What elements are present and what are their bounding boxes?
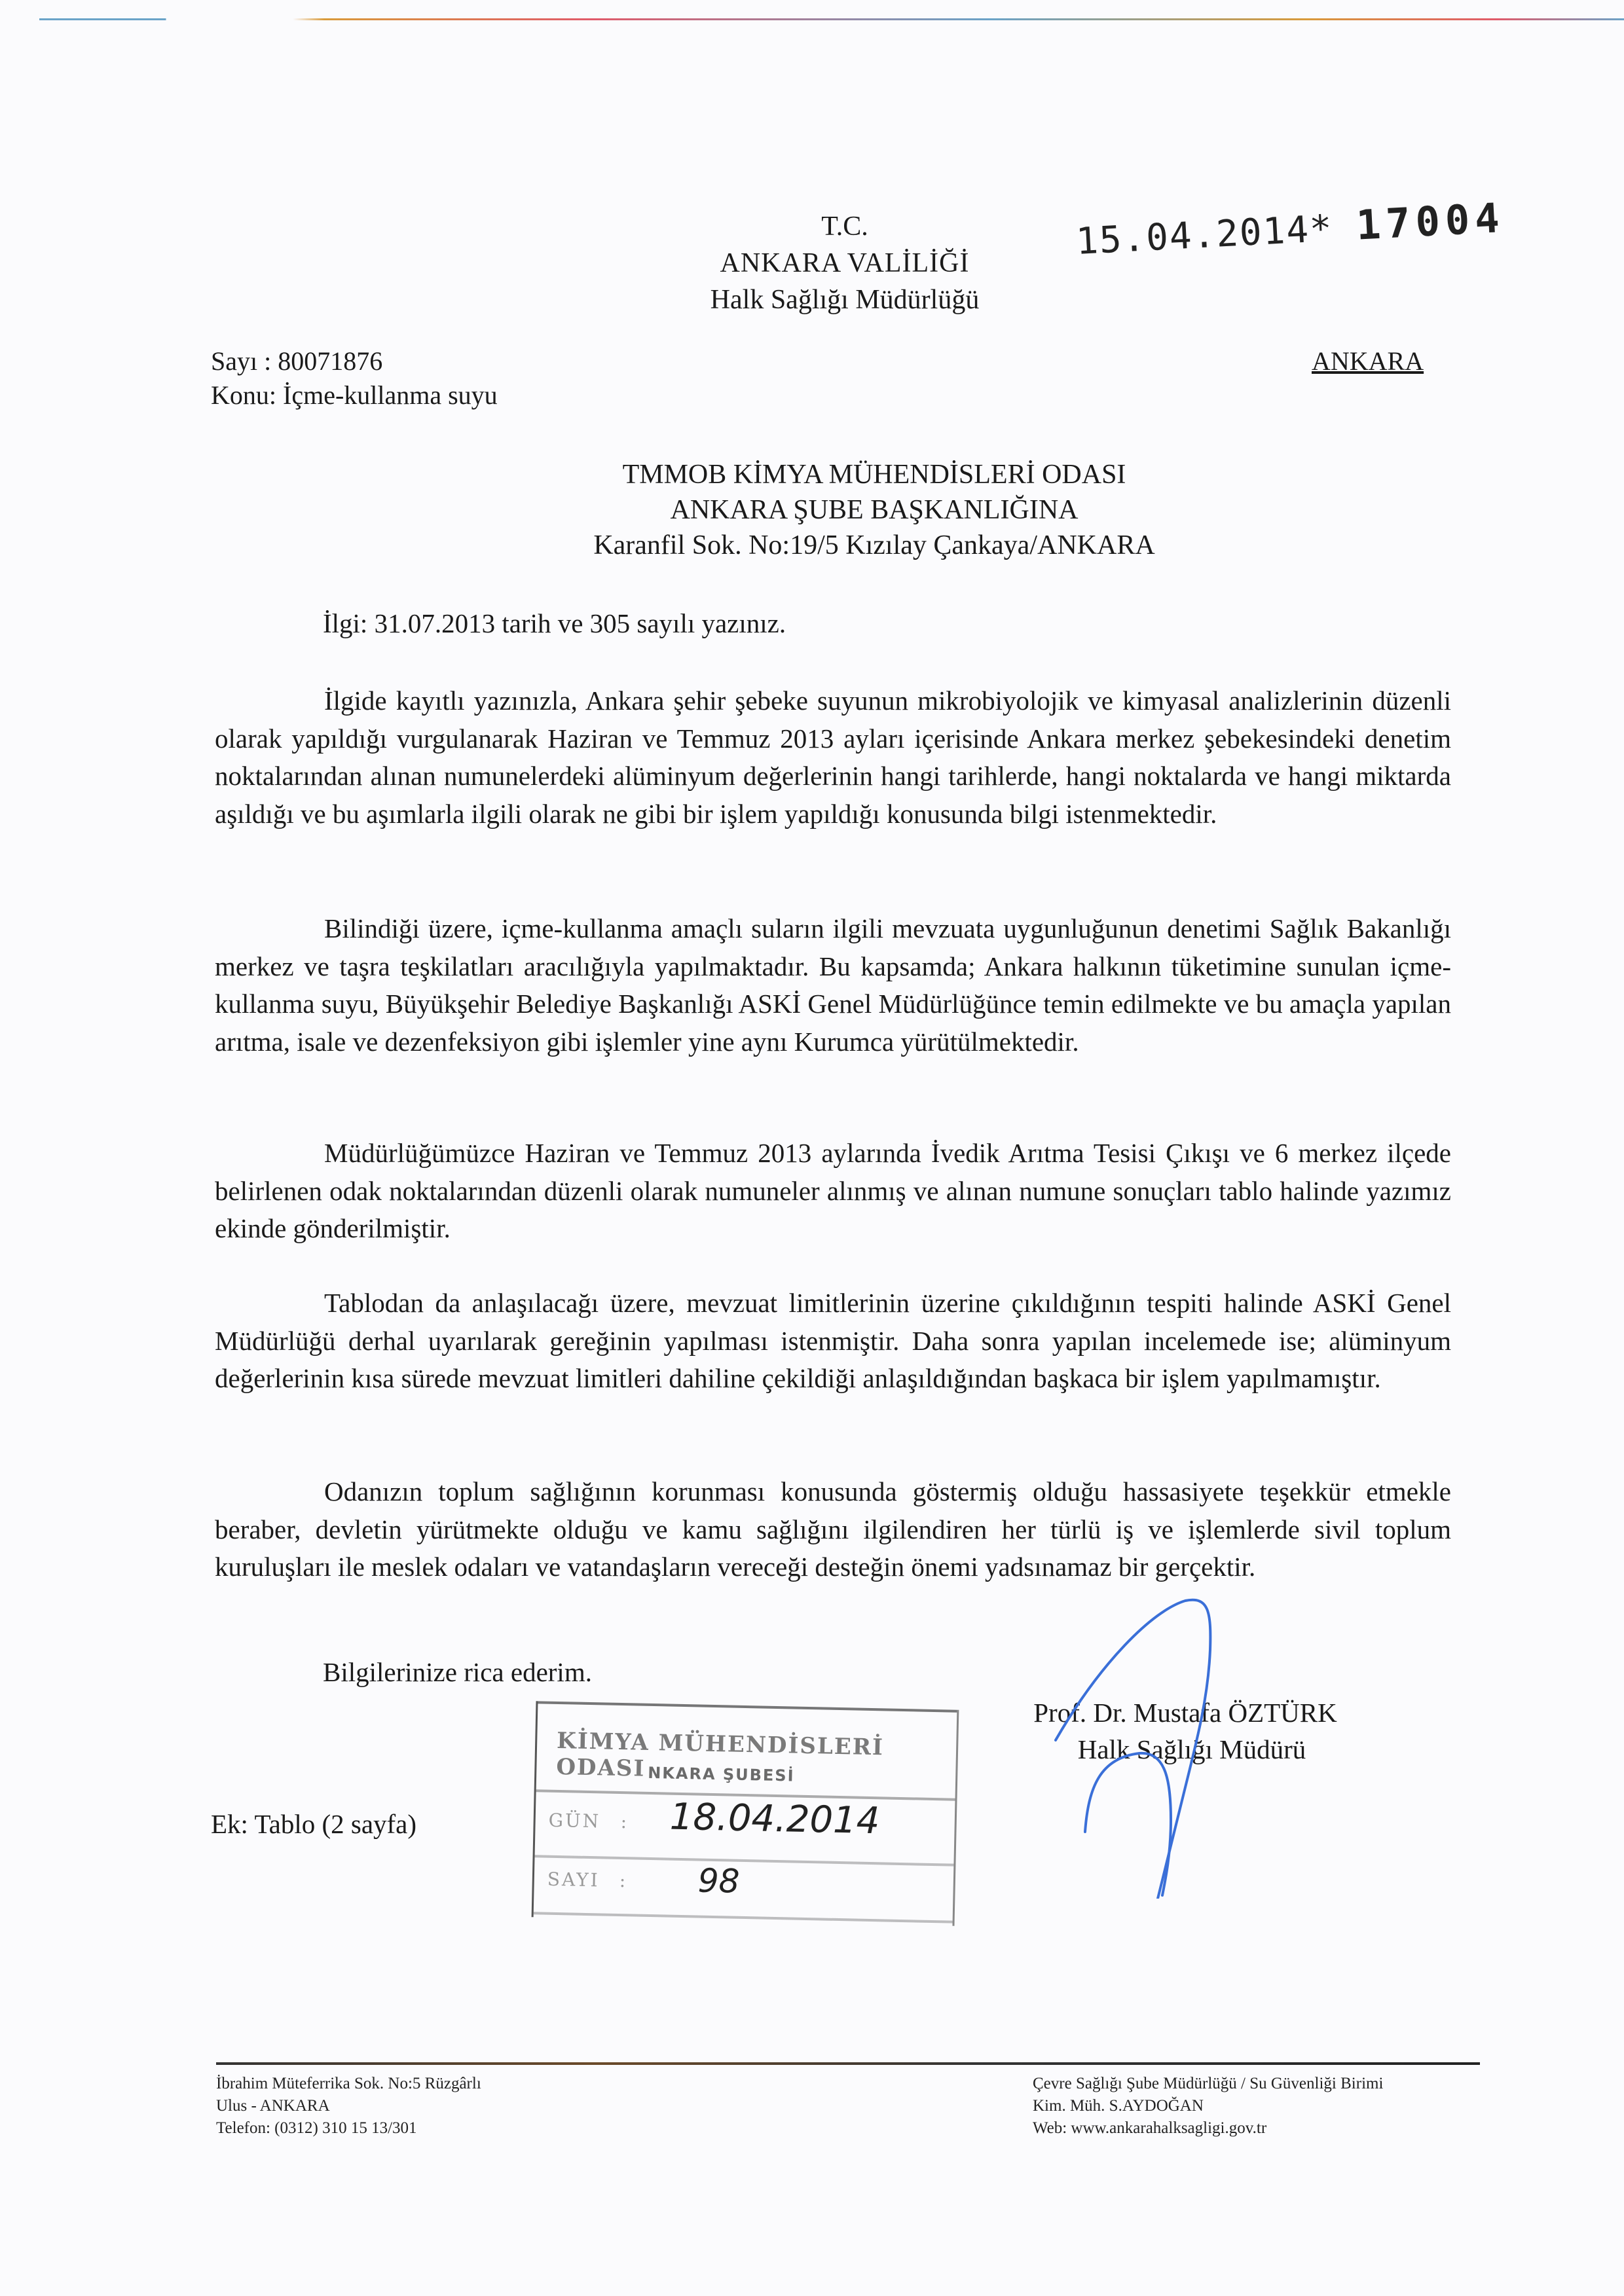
receipt-stamp-rule (534, 1912, 953, 1923)
addressee-org: TMMOB KİMYA MÜHENDİSLERİ ODASI (622, 460, 1126, 490)
konu-value: İçme-kullanma suyu (283, 380, 498, 410)
attachment-line: Ek: Tablo (2 sayfa) (211, 1809, 417, 1839)
scan-top-edge (39, 18, 1624, 20)
addressee-block (471, 457, 1277, 563)
footer-contact: Kim. Müh. S.AYDOĞAN (1033, 2097, 1204, 2115)
sayi-label: Sayı (211, 346, 258, 376)
footer-phone: Telefon: (0312) 310 15 13/301 (216, 2119, 417, 2137)
receipt-stamp-sayi-value: 98 (697, 1861, 741, 1901)
receipt-stamp-sayi-label: SAYI (547, 1868, 600, 1891)
city-label: ANKARA (1312, 346, 1424, 376)
incoming-stamp-star: * (1308, 207, 1335, 251)
body-paragraph-2: Bilindiği üzere, içme-kullanma amaçlı suların ilgili mevzuata uygunluğunun denetimi Sağlık Bakanlığı merkez ve taşra teşkilatları aracılığıyla yapılmaktadır. Bu kapsamda; Ankara halkının tüketimine sunulan içme-kullanma suyu, Büyükşehir Belediye Başkanlığı ASKİ Genel Müdürlüğünce temin edilmekte ve bu amaçla yapılan arıtma, isale ve dezenfeksiyon gibi işlemler yine aynı Kurumca yürütülmektedir. (215, 913, 1451, 1057)
signatory-title: Halk Sağlığı Müdürü (1077, 1734, 1306, 1764)
body-paragraph-1: İlgide kayıtlı yazınızla, Ankara şehir şebeke suyunun mikrobiyolojik ve kimyasal analizlerinin düzenli olarak yapıldığı vurgulanarak Haziran ve Temmuz 2013 ayları içerisinde Ankara merkez şebekesindeki denetim noktalarından alınan numunelerdeki alüminyum değerlerinin hangi tarihlerde, hangi noktalarda ve hangi miktarda aşıldığı ve bu aşımlarla ilgili olarak ne gibi bir işlem yapıldığı konusunda bilgi istenmektedir. (215, 685, 1451, 829)
sayi-value: : 80071876 (264, 346, 383, 376)
letterhead-governorship: ANKARA VALİLİĞİ (720, 248, 970, 278)
letterhead (655, 208, 1035, 318)
receipt-stamp-colon: : (620, 1811, 627, 1833)
konu-label: Konu: (211, 380, 276, 410)
body-paragraph-5: Odanızın toplum sağlığının korunması konusunda göstermiş olduğu hassasiyete teşekkür etmekle beraber, devletin yürütmekte olduğu ve kamu sağlığını ilgilendiren her türlü iş ve işlemlerde sivil toplum kuruluşları ile meslek odaları ve vatandaşların vereceği desteğin önemi yadsınamaz bir gerçektir. (215, 1476, 1451, 1582)
addressee-address: Karanfil Sok. No:19/5 Kızılay Çankaya/ANKARA (593, 530, 1155, 560)
letter-meta (211, 344, 498, 412)
signatory-block (982, 1694, 1388, 1768)
footer-website: Web: www.ankarahalksagligi.gov.tr (1033, 2119, 1267, 2137)
incoming-stamp (1075, 194, 1505, 264)
letterhead-tc: T.C. (821, 211, 868, 242)
footer-unit: Çevre Sağlığı Şube Müdürlüğü / Su Güvenliği Birimi (1033, 2075, 1384, 2092)
receipt-stamp-branch: NKARA ŞUBESİ (647, 1763, 795, 1785)
receipt-stamp-gun-value: 18.04.2014 (669, 1795, 881, 1843)
receipt-stamp-rule (538, 1701, 957, 1712)
incoming-stamp-date: 15.04.2014 (1075, 208, 1311, 264)
receipt-stamp (532, 1701, 959, 1925)
receipt-stamp-rule (535, 1855, 954, 1866)
body-paragraph-4: Tablodan da anlaşılacağı üzere, mevzuat limitlerinin üzerine çıkıldığının tespiti halinde ASKİ Genel Müdürlüğü derhal uyarılarak gereğinin yapılması istenmiştir. Daha sonra yapılan incelemede ise; alüminyum değerlerinin kısa sürede mevzuat limitleri dahiline çekildiği anlaşıldığından başkaca bir işlem yapılmamıştır. (215, 1288, 1451, 1393)
letterhead-directorate: Halk Sağlığı Müdürlüğü (710, 285, 980, 315)
konu-line (211, 378, 498, 412)
footer-left (216, 2073, 481, 2140)
receipt-stamp-colon: : (619, 1870, 626, 1892)
closing-line: Bilgilerinize rica ederim. (323, 1657, 592, 1687)
addressee-branch: ANKARA ŞUBE BAŞKANLIĞINA (670, 495, 1079, 525)
signature-stroke-loop (1085, 1753, 1171, 1895)
signatory-name: Prof. Dr. Mustafa ÖZTÜRK (1033, 1698, 1337, 1728)
sayi-line (211, 344, 498, 378)
receipt-stamp-gun-label: GÜN (548, 1809, 601, 1832)
body-paragraph-3: Müdürlüğümüzce Haziran ve Temmuz 2013 aylarında İvedik Arıtma Tesisi Çıkışı ve 6 merkez ilçede belirlenen odak noktalarından düzenli olarak numuneler alınmış ve alınan numune sonuçları tablo halinde yazımız ekinde gönderilmiştir. (215, 1138, 1451, 1243)
reference-line: İlgi: 31.07.2013 tarih ve 305 sayılı yazınız. (323, 608, 786, 638)
incoming-stamp-number: 17004 (1355, 193, 1506, 249)
footer-divider (216, 2062, 1480, 2065)
footer-address: İbrahim Müteferrika Sok. No:5 Rüzgârlı (216, 2075, 481, 2092)
receipt-stamp-org: KİMYA MÜHENDİSLERİ ODASI (556, 1727, 885, 1782)
footer-right (1033, 2073, 1383, 2140)
footer-city: Ulus - ANKARA (216, 2097, 330, 2115)
